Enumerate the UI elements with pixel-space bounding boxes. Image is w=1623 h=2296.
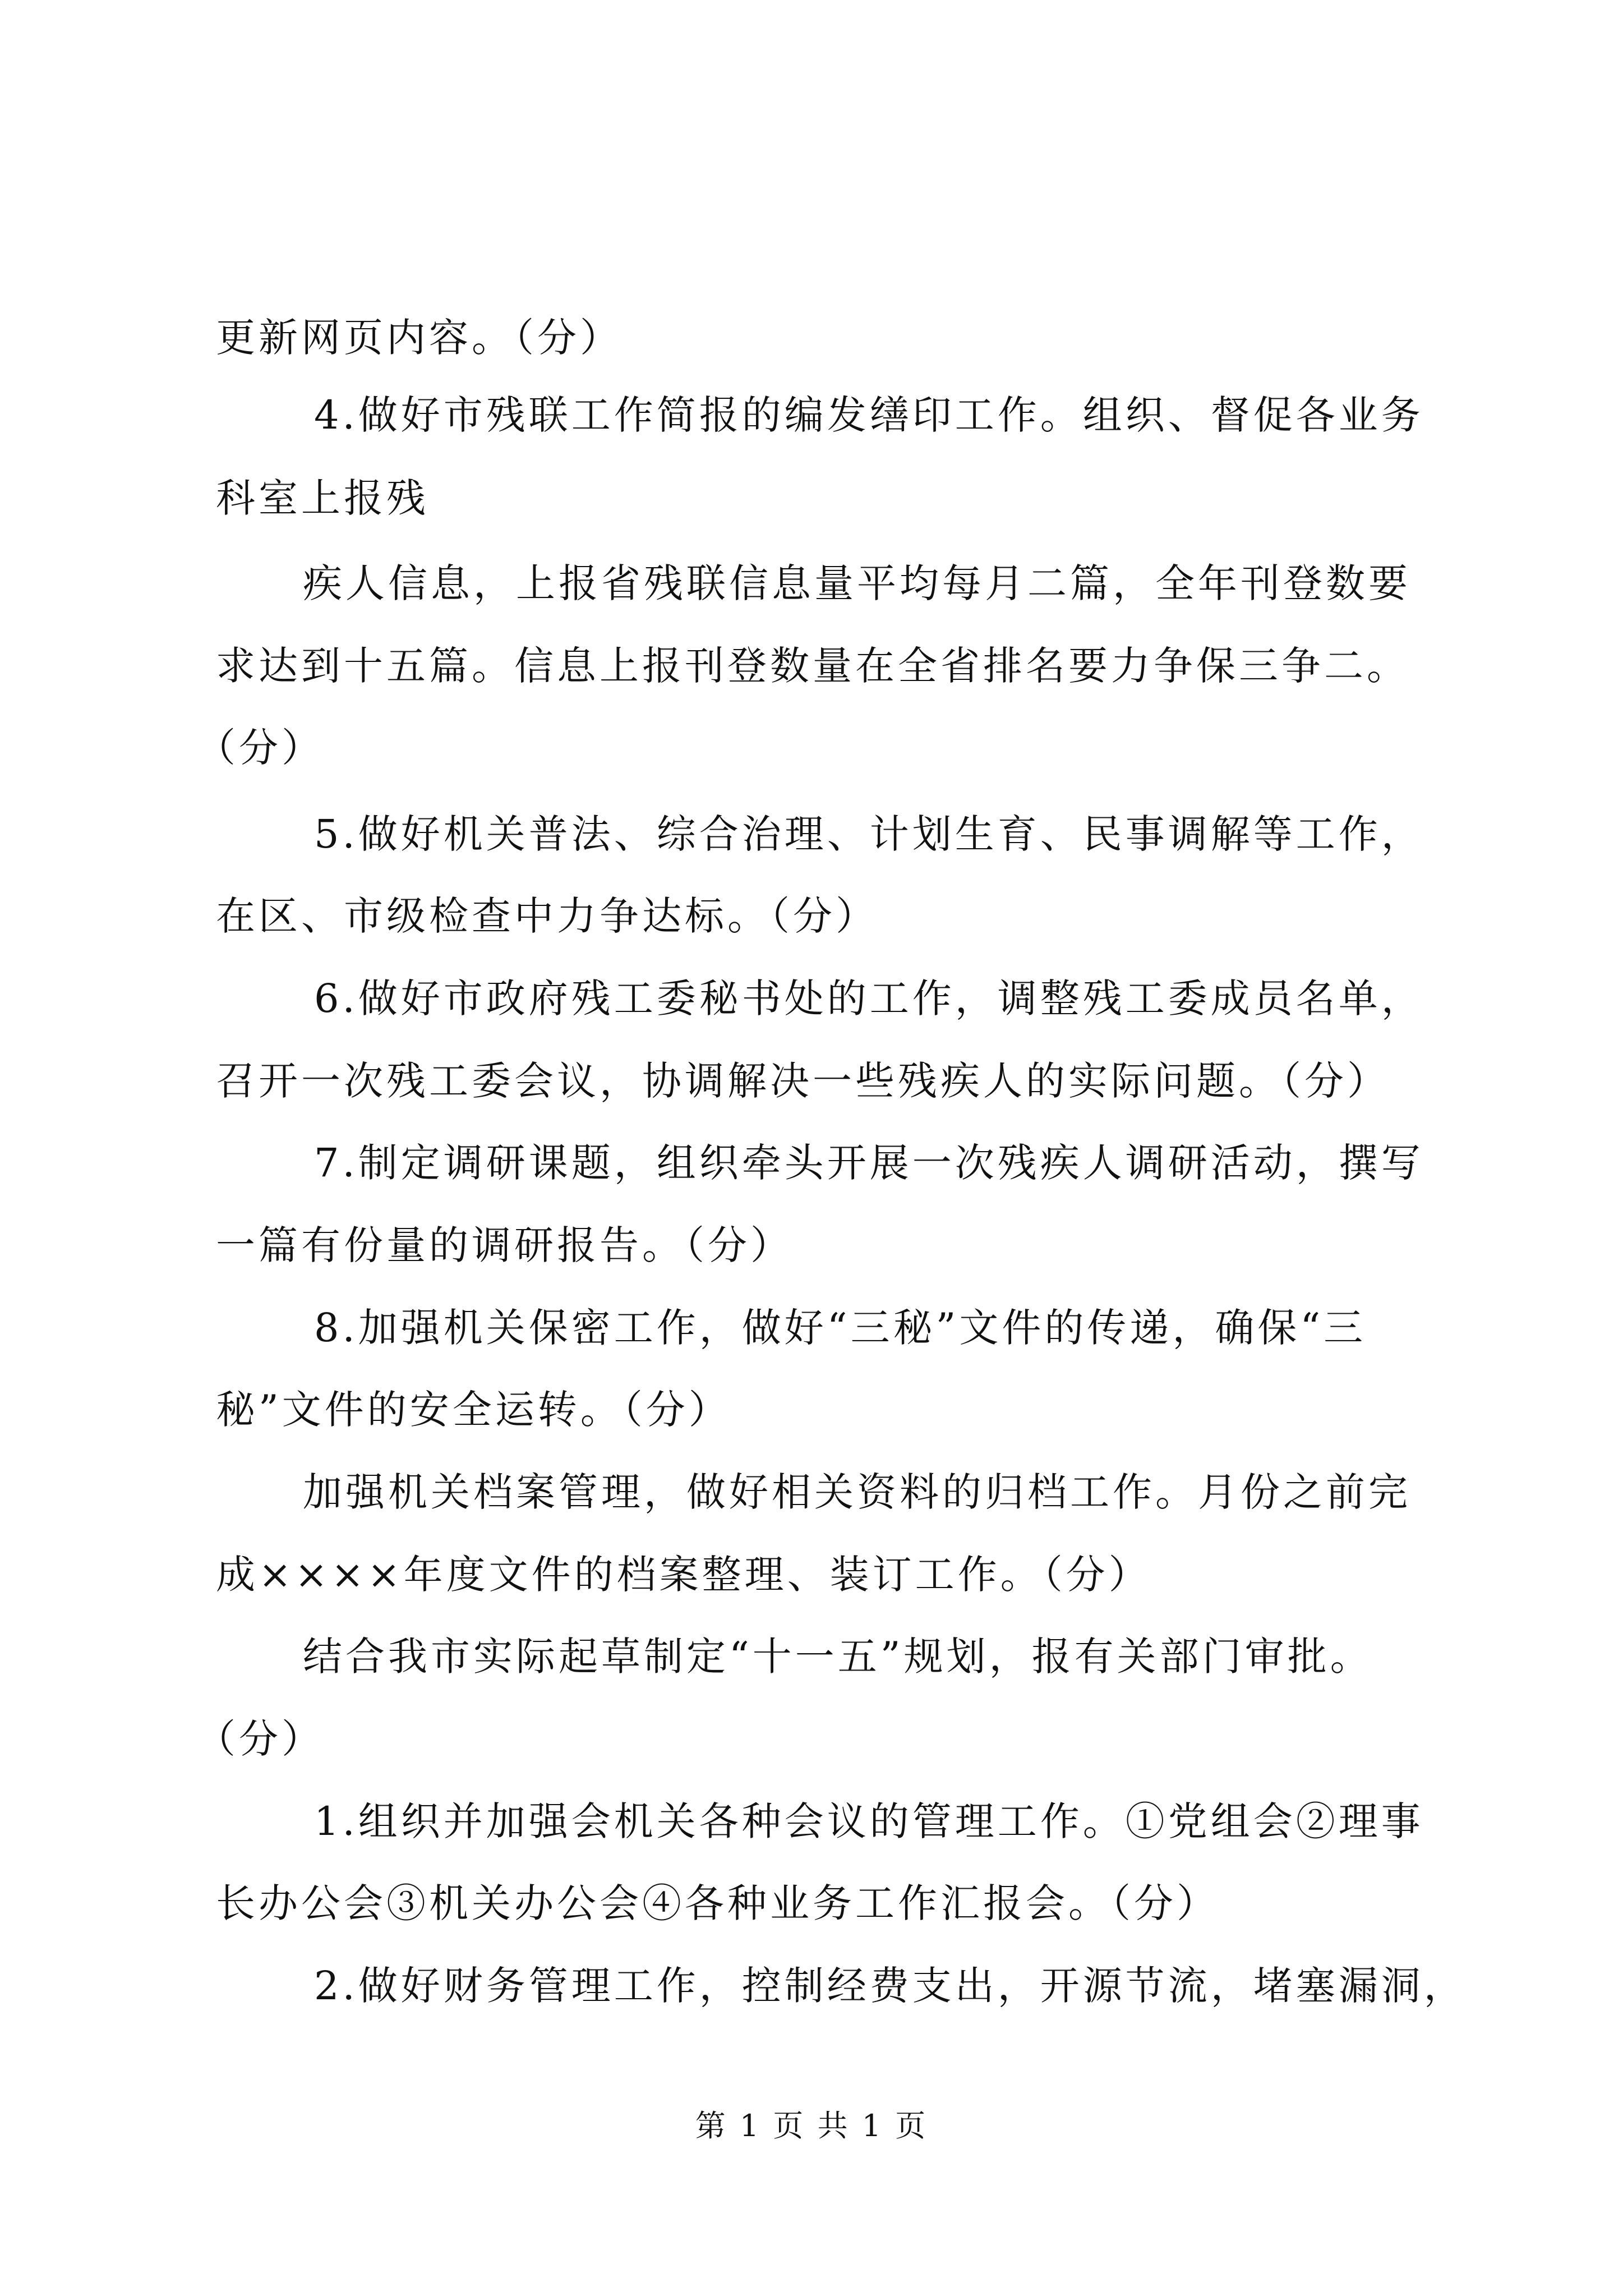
text-line: 1.组织并加强会机关各种会议的管理工作。①党组会②理事 [314,1798,1424,1844]
text-line: 一篇有份量的调研报告。（分） [216,1222,793,1268]
text-line: 在区、市级检查中力争达标。（分） [216,893,878,939]
text-line: 召开一次残工委会议，协调解决一些残疾人的实际问题。（分） [216,1058,1390,1104]
text-line: 8.加强机关保密工作，做好“三秘”文件的传递，确保“三 [314,1305,1367,1351]
text-line: 更新网页内容。（分） [216,315,623,361]
text-line: 2.做好财务管理工作，控制经费支出，开源节流，堵塞漏洞， [314,1963,1467,2009]
text-line: 7.制定调研课题，组织牵头开展一次残疾人调研活动，撰写 [314,1140,1424,1186]
text-line: （分） [196,1716,324,1762]
text-line: 求达到十五篇。信息上报刊登数量在全省排名要力争保三争二。 [216,643,1409,689]
text-line: 5.做好机关普法、综合治理、计划生育、民事调解等工作， [314,811,1424,857]
text-line: 结合我市实际起草制定“十一五”规划，报有关部门审批。 [303,1634,1373,1680]
text-line: 科室上报残 [216,475,429,521]
text-line: 长办公会③机关办公会④各种业务工作汇报会。（分） [216,1880,1219,1926]
text-line: 成××××年度文件的档案整理、装订工作。（分） [216,1552,1151,1598]
text-line: （分） [196,725,324,771]
text-line: 加强机关档案管理，做好相关资料的归档工作。月份之前完 [303,1469,1411,1515]
page-footer: 第 1 页 共 1 页 [695,2108,928,2143]
text-line: 4.做好市残联工作简报的编发缮印工作。组织、督促各业务 [314,392,1424,438]
text-line: 秘”文件的安全运转。（分） [216,1387,731,1433]
text-line: 6.做好市政府残工委秘书处的工作，调整残工委成员名单， [314,976,1424,1022]
text-line: 疾人信息，上报省残联信息量平均每月二篇，全年刊登数要 [303,560,1411,606]
